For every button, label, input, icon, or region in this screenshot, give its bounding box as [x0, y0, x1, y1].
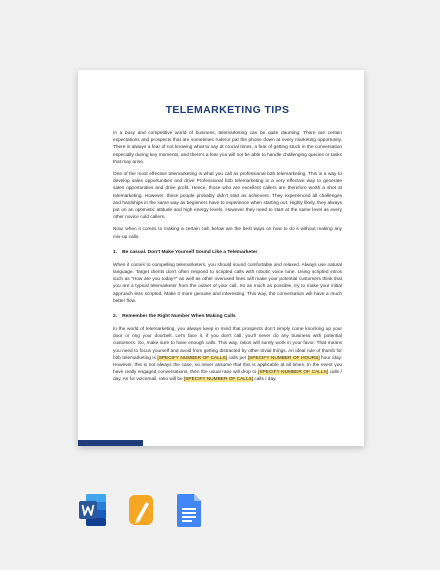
section-2-text-1: In the world of telemarketing, you always keep in mind that prospects don’t simply come knocking up your door or ring your doorbell. Let’s face it, if you don’t call, you’ll never do any business with potential customers. So, make sure to have enough calls. This way, ratios will surely work in your favor. That means you need to focus yourself and avoid from getting distracted by other trivial things. An ideal rule of thumb for b2b telemarketing is — [113, 327, 342, 361]
section-1-title: Be casual. Don’t Make Yourself Sound Like a Telemarketer — [122, 249, 258, 255]
placeholder-calls-2: [SPECIFY NUMBER OF CALLS] — [258, 370, 328, 376]
section-2-text-2: calls per — [226, 355, 248, 361]
pages-icon[interactable] — [126, 492, 156, 528]
file-format-icons — [78, 492, 204, 528]
placeholder-hours: [SPECIFY NUMBER OF HOURS] — [247, 355, 320, 361]
section-2-body — [113, 326, 342, 384]
paragraph-best-ways: Now, when it comes to making a certain call, below are the best ways on how to do it without making any mix-up calls. — [113, 227, 342, 240]
google-docs-icon[interactable] — [174, 492, 204, 528]
document-title: TELEMARKETING TIPS — [165, 104, 290, 116]
document-page — [78, 70, 364, 446]
placeholder-calls-3: [SPECIFY NUMBER OF CALLS] — [183, 377, 254, 383]
section-2-text-4: calls / day. As for voicemail, ratio will be — [113, 370, 342, 383]
section-2-title: Remember the Right Number When Making Calls — [122, 314, 236, 320]
footer-bar — [78, 440, 143, 446]
section-2-heading — [113, 314, 342, 319]
paragraph-intro: In a busy and competitive world of business, telemarketing can be quite daunting. There are certain expectations and prospects that are sometimes rude/or pat the phone down at every marketing opportunity. There is always a fear of not knowing what to say at crucial times, a fear of getting stuck in the conversation especially during key moments, and there’s a fear you will not be able to handle challenging queries or tasks that may arise. — [113, 131, 342, 165]
section-2-number: 2. — [113, 314, 118, 320]
section-2-text-5: calls / day. — [253, 377, 277, 383]
word-icon[interactable] — [78, 492, 108, 528]
placeholder-calls-1: [SPECIFY NUMBER OF CALLS] — [157, 355, 227, 361]
section-1-heading — [113, 250, 342, 255]
paragraph-b2b: One of the most effective telemarketing is what you call as professional b2b telemarketing. This is a way to develop sales opportunities and drive Professional b2b telemarketing is a very effective way to generate sales opportunities and drive profit. Hence, those who are excellent callers are therefore worth a shot at telemarketing. However, these people probably didn’t start as achievers. They experienced all challenges and hardships in the same way as beginners have to experience when starting out. Highly likely, they always put on an optimistic attitude and high energy levels. However they need to start at the same level as every other novice cold callers. — [113, 172, 342, 221]
section-2-text-3: hour /day. However, this is not always the case, so never assume that this is applicable at all times. In the event you have really engaged conversations, then the usual ratio will drop to — [113, 355, 343, 376]
section-1-number: 1. — [113, 249, 118, 255]
section-1-body: When it comes to compelling telemarketers, you should sound comfortable and relaxed. Always use natural language. Target clients don’t often respond to scripted calls with robotic voice tone. Using scripted intros such as “How are you today?” as well as other overused lines will make your potential customers think that you are a typical telemarketer from the outset of your call. So as much as possible, try to make your initial approach less scripted. Make it more genuine and interesting. This way, the conversation will have a much better flow. — [113, 262, 342, 304]
